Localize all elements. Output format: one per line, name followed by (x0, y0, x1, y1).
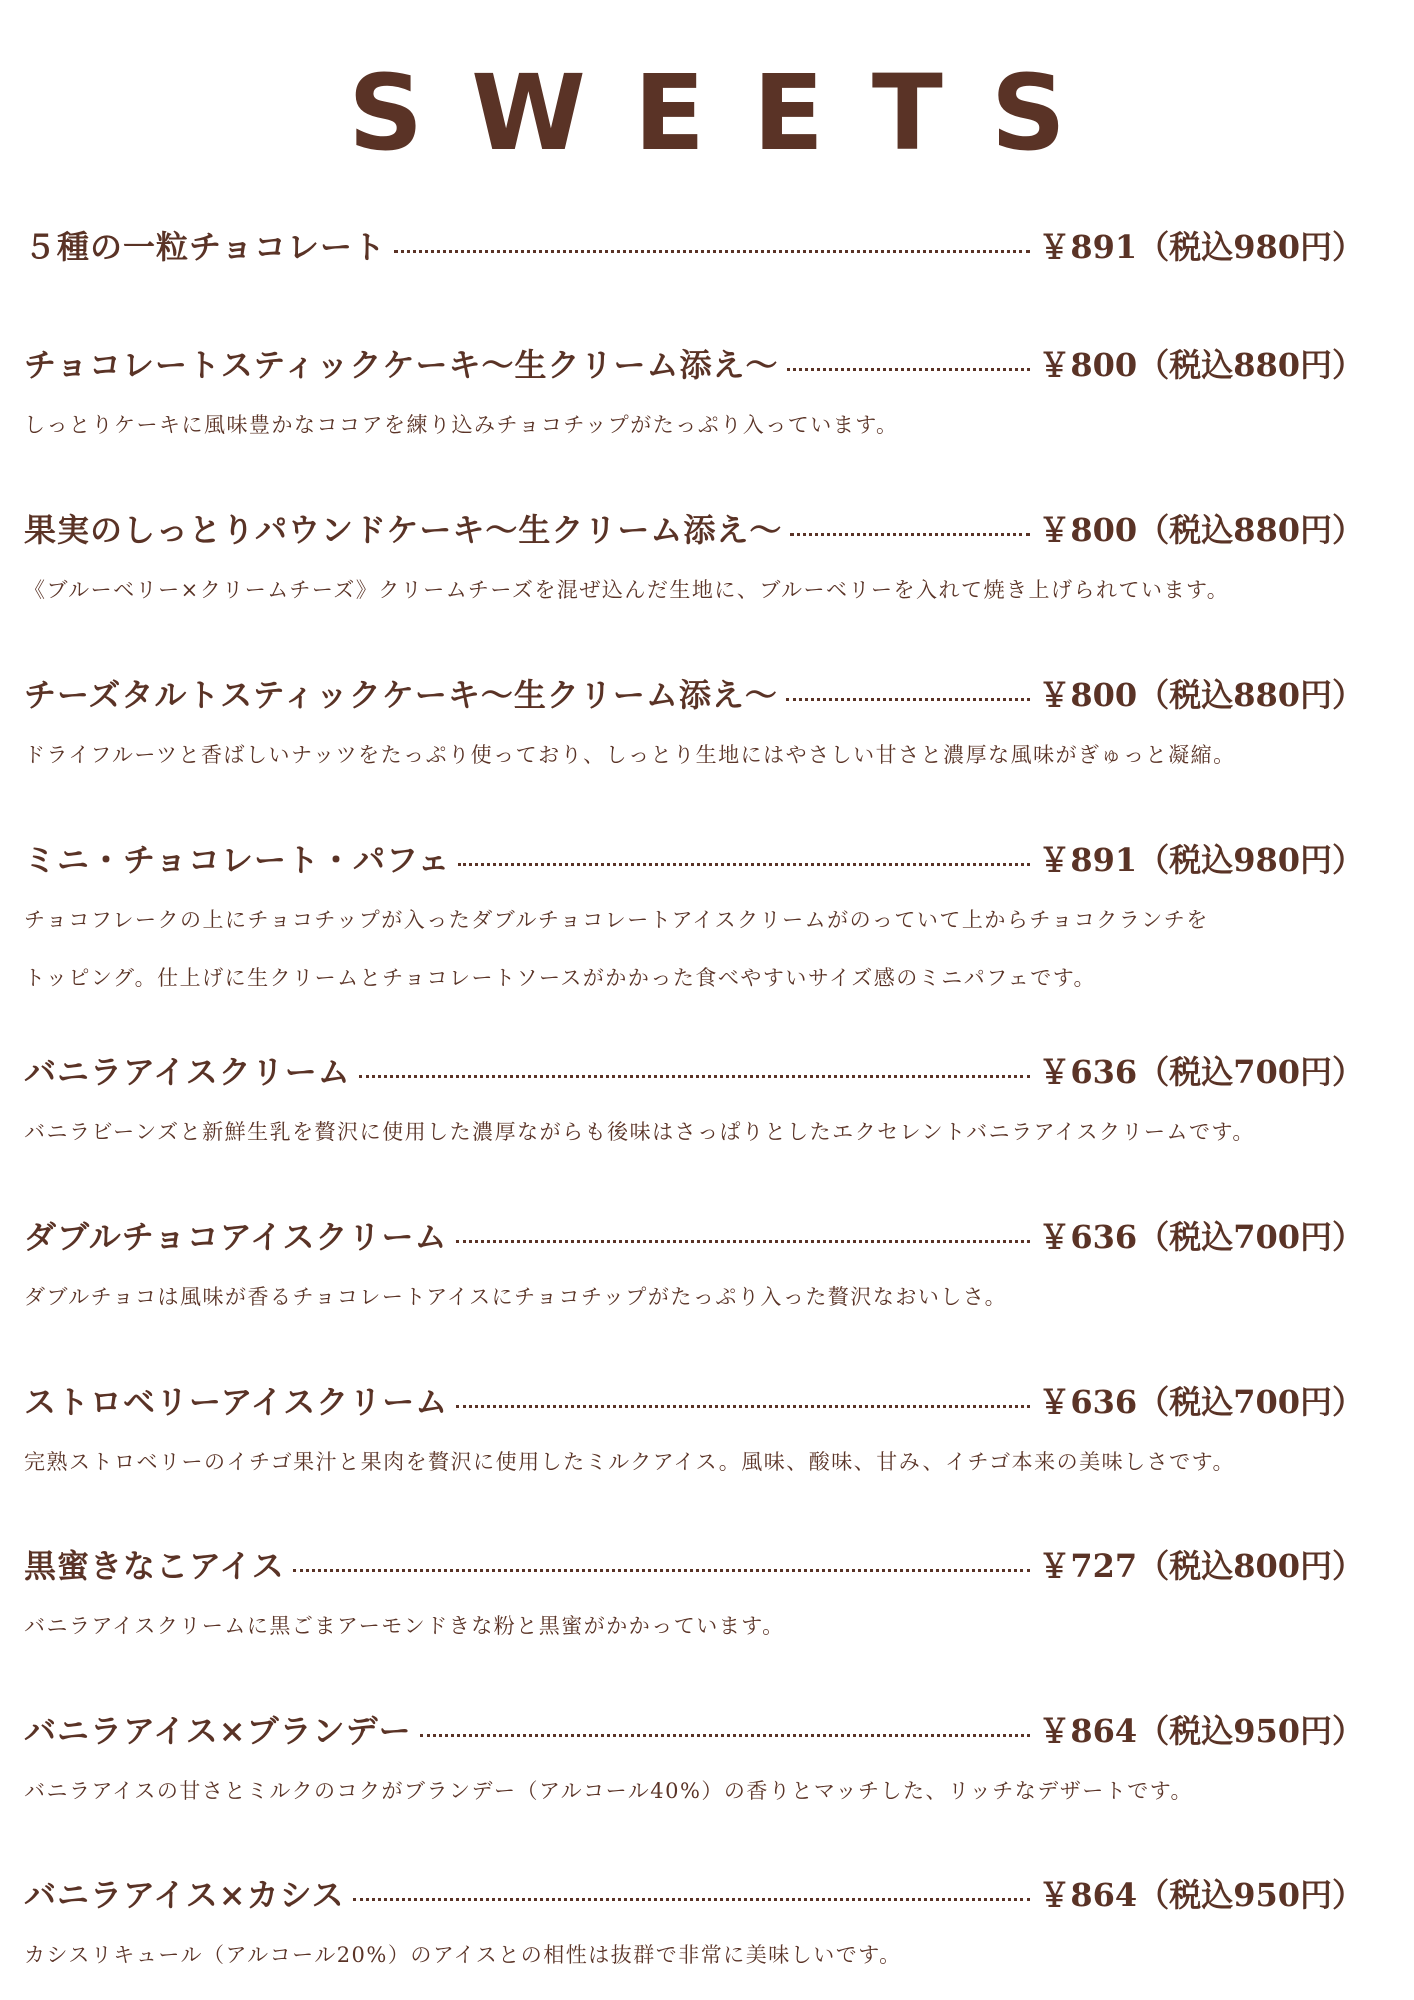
menu-item-description: バニラアイスクリームに黒ごまアーモンドきな粉と黒蜜がかかっています。 (24, 1614, 785, 1638)
menu-item-description: ドライフルーツと香ばしいナッツをたっぷり使っており、しっとり生地にはやさしい甘さと濃厚な風味がぎゅっと凝縮。 (24, 743, 1236, 767)
menu-item (24, 1544, 1364, 1650)
menu-item-name: バニラアイス×ブランデー (24, 1712, 412, 1750)
menu-item-description: バニラビーンズと新鮮生乳を贅沢に使用した濃厚ながらも後味はさっぱりとしたエクセレントバニラアイスクリームです。 (24, 1120, 1255, 1144)
menu-item-name: ストロベリーアイスクリーム (24, 1383, 449, 1421)
menu-item-header (24, 1544, 1364, 1588)
menu-item-header (24, 673, 1364, 717)
dotted-leader (456, 1239, 1031, 1243)
menu-item-description: カシスリキュール（アルコール20%）のアイスとの相性は抜群で非常に美味しいです。 (24, 1943, 902, 1967)
dotted-leader (394, 249, 1030, 253)
dotted-leader (359, 1074, 1031, 1078)
menu-item-price: ￥864（税込950円） (1038, 1876, 1364, 1914)
menu-item-description: バニラアイスの甘さとミルクのコクがブランデー（アルコール40%）の香りとマッチした、リッチなデザートです。 (24, 1779, 1194, 1803)
menu-item-name: 黒蜜きなこアイス (24, 1547, 285, 1585)
menu-item-price: ￥800（税込880円） (1038, 346, 1364, 384)
menu-item-header (24, 1709, 1364, 1753)
page-title: SWEETS (348, 52, 1114, 174)
menu-item-name: バニラアイスクリーム (24, 1053, 351, 1091)
menu-item-description: チョコフレークの上にチョコチップが入ったダブルチョコレートアイスクリームがのっていて上からチョコクランチを (24, 908, 1209, 932)
menu-item-price: ￥636（税込700円） (1038, 1383, 1364, 1421)
menu-item (24, 508, 1364, 614)
menu-item (24, 1873, 1364, 1979)
menu-item-name: チョコレートスティックケーキ〜生クリーム添え〜 (24, 346, 779, 384)
menu-item (24, 838, 1364, 1002)
dotted-leader (787, 367, 1031, 371)
menu-item-header (24, 1050, 1364, 1094)
menu-item-header (24, 1380, 1364, 1424)
dotted-leader (420, 1733, 1031, 1737)
menu-item-header (24, 1215, 1364, 1259)
menu-item-description: 完熟ストロベリーのイチゴ果汁と果肉を贅沢に使用したミルクアイス。風味、酸味、甘み、イチゴ本来の美味しさです。 (24, 1450, 1236, 1474)
menu-item-header (24, 838, 1364, 882)
dotted-leader (293, 1568, 1031, 1572)
menu-item (24, 1380, 1364, 1486)
dotted-leader (456, 1404, 1030, 1408)
menu-item-header (24, 343, 1364, 387)
menu-item-price: ￥891（税込980円） (1038, 228, 1364, 266)
menu-item (24, 1050, 1364, 1156)
menu-item (24, 343, 1364, 449)
menu-item-description-line2: トッピング。仕上げに生クリームとチョコレートソースがかかった食べやすいサイズ感のミニパフェです。 (24, 966, 1097, 990)
menu-item (24, 225, 1364, 269)
menu-item-name: ミニ・チョコレート・パフェ (24, 841, 451, 879)
menu-item-description: 《ブルーベリー×クリームチーズ》クリームチーズを混ぜ込んだ生地に、ブルーベリーを入れて焼き上げられています。 (24, 578, 1230, 602)
menu-item-name: ５種の一粒チョコレート (24, 228, 387, 266)
menu-item (24, 673, 1364, 779)
menu-item-name: バニラアイス×カシス (24, 1876, 345, 1914)
menu-item-name: ダブルチョコアイスクリーム (24, 1218, 448, 1256)
menu-item-description: ダブルチョコは風味が香るチョコレートアイスにチョコチップがたっぷり入った贅沢なおいしさ。 (24, 1285, 1008, 1309)
dotted-leader (458, 862, 1030, 866)
menu-item-name: 果実のしっとりパウンドケーキ〜生クリーム添え〜 (24, 511, 783, 549)
dotted-leader (786, 697, 1031, 701)
dotted-leader (353, 1897, 1031, 1901)
dotted-leader (790, 532, 1030, 536)
menu-item-price: ￥800（税込880円） (1038, 511, 1364, 549)
menu-item-price: ￥891（税込980円） (1038, 841, 1364, 879)
menu-item (24, 1215, 1364, 1321)
menu-item-price: ￥800（税込880円） (1038, 676, 1364, 714)
menu-item-description: しっとりケーキに風味豊かなココアを練り込みチョコチップがたっぷり入っています。 (24, 413, 899, 437)
menu-item-name: チーズタルトスティックケーキ〜生クリーム添え〜 (24, 676, 778, 714)
menu-item-header (24, 1873, 1364, 1917)
menu-item-header (24, 225, 1364, 269)
menu-item-price: ￥727（税込800円） (1038, 1547, 1364, 1585)
menu-item-price: ￥864（税込950円） (1038, 1712, 1364, 1750)
menu-item-price: ￥636（税込700円） (1038, 1218, 1364, 1256)
menu-item-price: ￥636（税込700円） (1038, 1053, 1364, 1091)
menu-item (24, 1709, 1364, 1815)
menu-item-header (24, 508, 1364, 552)
